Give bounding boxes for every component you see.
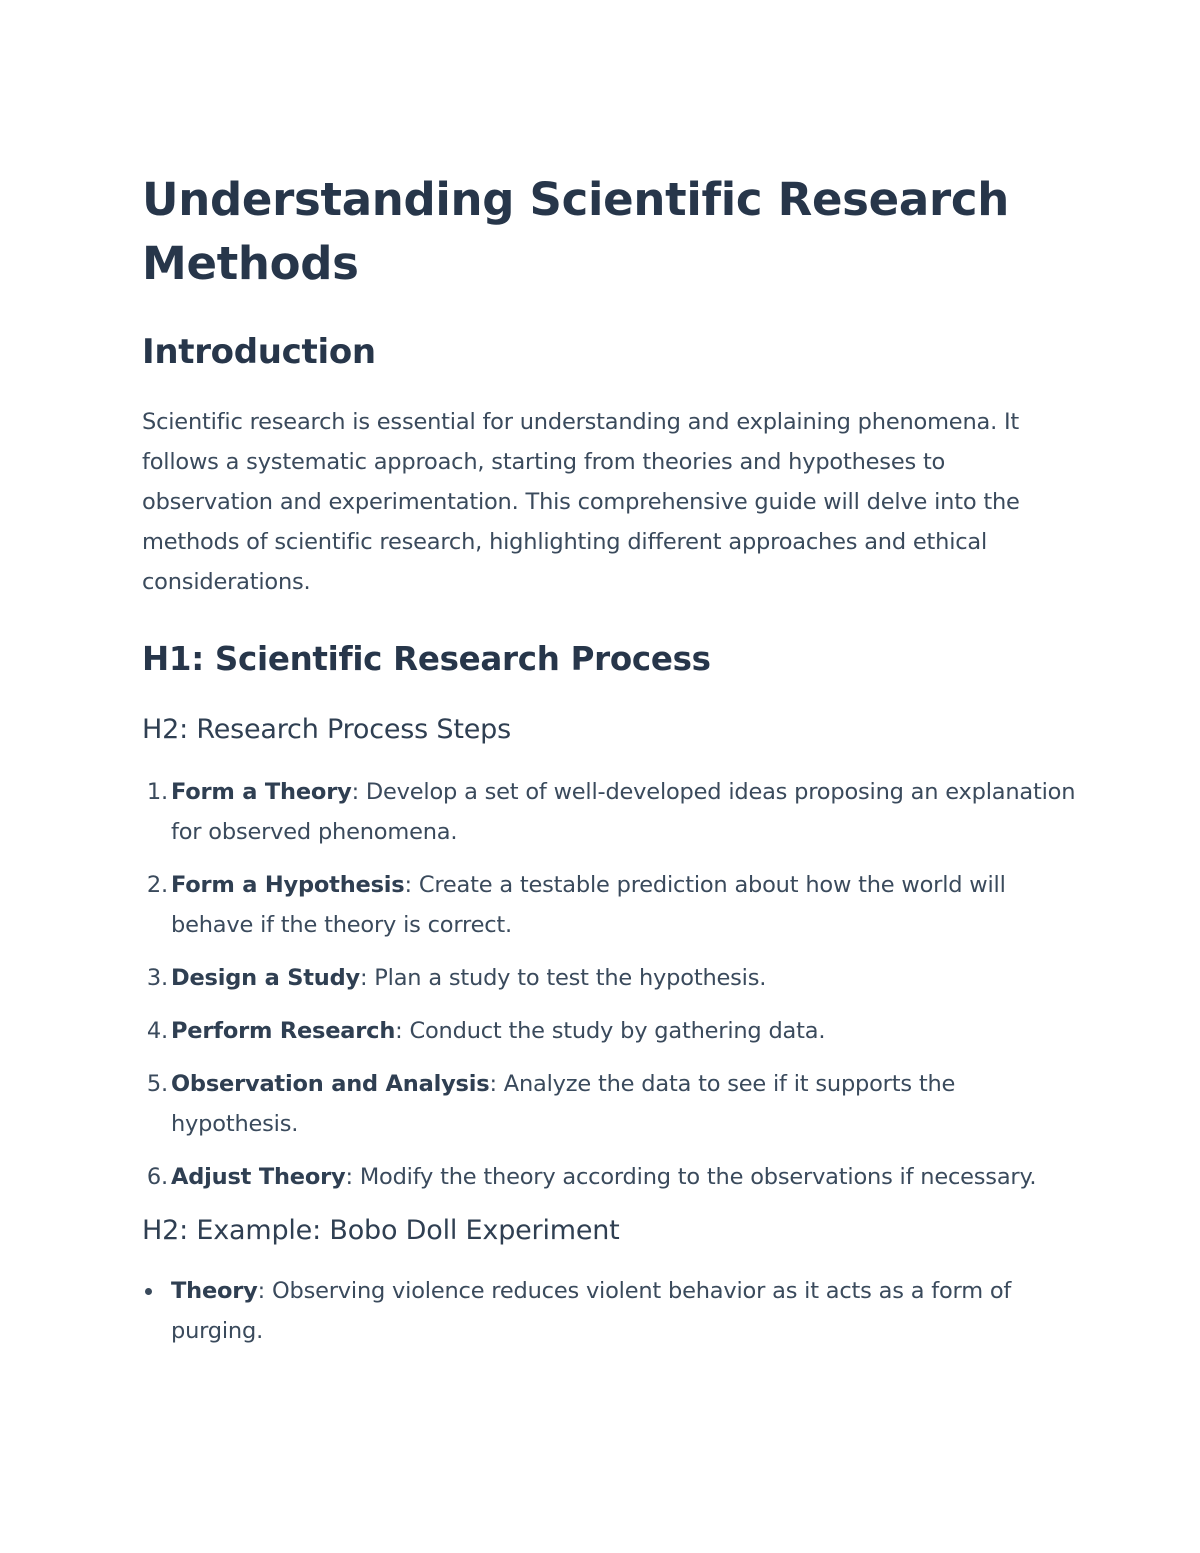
list-item-term: Observation and Analysis xyxy=(171,1071,490,1097)
list-item-term: Form a Theory xyxy=(171,779,352,805)
list-item xyxy=(142,1271,1082,1351)
list-item xyxy=(142,865,1082,945)
list-item-number: 4. xyxy=(146,1018,168,1044)
list-item xyxy=(142,1064,1082,1144)
list-item-text: : Analyze the data to see if it supports the hypothesis. xyxy=(171,1071,956,1137)
introduction-heading: Introduction xyxy=(142,332,376,372)
list-item-text: : Plan a study to test the hypothesis. xyxy=(359,965,767,991)
list-item-term: Perform Research xyxy=(171,1018,396,1044)
list-item-number: 3. xyxy=(146,965,168,991)
list-item-number: 2. xyxy=(146,872,168,898)
research-process-heading: H1: Scientific Research Process xyxy=(142,640,711,678)
list-item-term: Form a Hypothesis xyxy=(171,872,405,898)
document-page xyxy=(142,168,1082,1364)
list-item xyxy=(142,772,1082,852)
list-item-number: 6. xyxy=(146,1164,168,1190)
list-item-text: : Conduct the study by gathering data. xyxy=(395,1018,826,1044)
list-item-number: 1. xyxy=(146,779,168,805)
list-item-term: Theory xyxy=(171,1278,258,1304)
example-list xyxy=(142,1271,1082,1351)
list-item-text: : Create a testable prediction about how the world will behave if the theory is correct. xyxy=(171,872,1006,938)
list-item-text: : Observing violence reduces violent behavior as it acts as a form of purging. xyxy=(171,1278,1012,1344)
list-item-number: 5. xyxy=(146,1071,168,1097)
list-item-term: Design a Study xyxy=(171,965,360,991)
research-steps-list xyxy=(142,772,1082,1197)
bullet-icon xyxy=(145,1288,152,1295)
page-title: Understanding Scientific Research Methods xyxy=(142,173,1009,290)
list-item-text: : Modify the theory according to the observations if necessary. xyxy=(345,1164,1037,1190)
list-item xyxy=(142,1157,1082,1197)
list-item xyxy=(142,958,1082,998)
list-item-text: : Develop a set of well-developed ideas proposing an explanation for observed phenomena. xyxy=(171,779,1076,845)
list-item-term: Adjust Theory xyxy=(171,1164,346,1190)
example-heading: H2: Example: Bobo Doll Experiment xyxy=(142,1215,620,1246)
research-steps-heading: H2: Research Process Steps xyxy=(142,714,511,745)
list-item xyxy=(142,1011,1082,1051)
introduction-paragraph: Scientific research is essential for understanding and explaining phenomena. It follows a systematic approach, starting from theories and hypotheses to observation and experimentation. This comprehensive guide will delve into the methods of scientific research, highlighting different approaches and ethical considerations. xyxy=(142,409,1020,595)
